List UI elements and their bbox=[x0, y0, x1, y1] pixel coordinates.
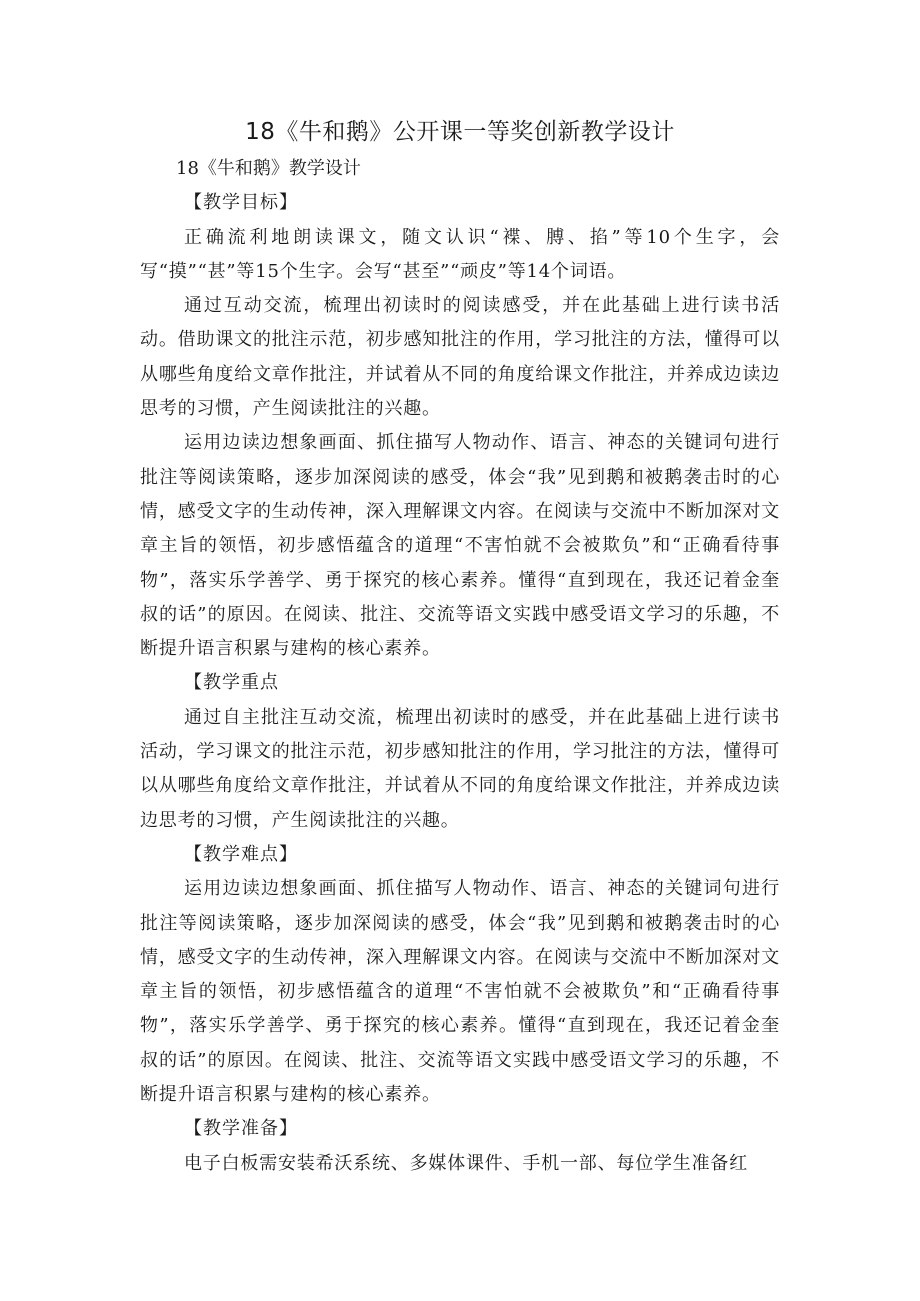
paragraph-objectives-3: 运用边读边想象画面、抓住描写人物动作、语言、神态的关键词句进行批注等阅读策略，逐步加深阅读的感受，体会“我”见到鹅和被鹅袭击时的心情，感受文字的生动传神，深入理解课文内容。在阅读与交流中不断加深对文章主旨的领悟，初步感悟蕴含的道理“不害怕就不会被欺负”和“正确看待事物”，落实乐学善学、勇于探究的核心素养。懂得“直到现在，我还记着金奎叔的话”的原因。在阅读、批注、交流等语文实践中感受语文学习的乐趣，不断提升语言积累与建构的核心素养。 bbox=[140, 432, 780, 660]
document-body bbox=[140, 152, 780, 1181]
paragraph-objectives-2: 通过互动交流，梳理出初读时的阅读感受，并在此基础上进行读书活动。借助课文的批注示范，初步感知批注的作用，学习批注的方法，懂得可以从哪些角度给文章作批注，并试着从不同的角度给课文作批注，并养成边读边思考的习惯，产生阅读批注的兴趣。 bbox=[140, 295, 780, 420]
document-title: 18《牛和鹅》公开课一等奖创新教学设计 bbox=[245, 119, 675, 145]
paragraph-preparation-1: 电子白板需安装希沃系统、多媒体课件、手机一部、每位学生准备红 bbox=[184, 1152, 748, 1174]
section-heading-key-points: 【教学重点 bbox=[184, 672, 279, 694]
paragraph-difficulties-1: 运用边读边想象画面、抓住描写人物动作、语言、神态的关键词句进行批注等阅读策略，逐步加深阅读的感受，体会“我”见到鹅和被鹅袭击时的心情，感受文字的生动传神，深入理解课文内容。在阅读与交流中不断加深对文章主旨的领悟，初步感悟蕴含的道理“不害怕就不会被欺负”和“正确看待事物”，落实乐学善学、勇于探究的核心素养。懂得“直到现在，我还记着金奎叔的话”的原因。在阅读、批注、交流等语文实践中感受语文学习的乐趣，不断提升语言积累与建构的核心素养。 bbox=[140, 878, 780, 1106]
paragraph-objectives-1: 正确流利地朗读课文，随文认识“褋、膊、掐”等10个生字，会写“摸”“甚”等15个生字。会写“甚至”“顽皮”等14个词语。 bbox=[140, 226, 780, 282]
paragraph-key-points-1: 通过自主批注互动交流，梳理出初读时的感受，并在此基础上进行读书活动，学习课文的批注示范，初步感知批注的作用，学习批注的方法，懂得可以从哪些角度给文章作批注，并试着从不同的角度给课文作批注，并养成边读边思考的习惯，产生阅读批注的兴趣。 bbox=[140, 706, 780, 831]
document-subtitle: 18《牛和鹅》教学设计 bbox=[176, 158, 361, 179]
section-heading-objectives: 【教学目标】 bbox=[184, 192, 298, 214]
section-heading-difficulties: 【教学难点】 bbox=[184, 843, 298, 865]
section-heading-preparation: 【教学准备】 bbox=[184, 1118, 298, 1140]
